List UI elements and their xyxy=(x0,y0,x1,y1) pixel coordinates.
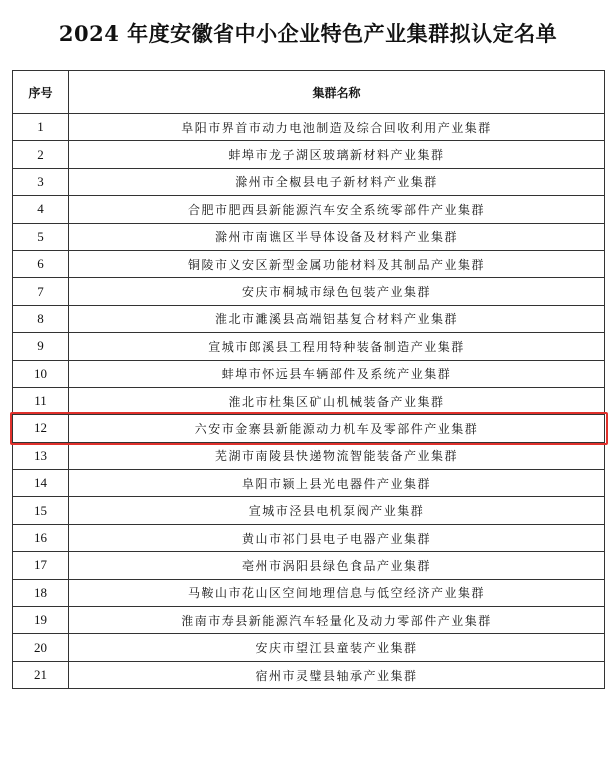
cluster-name: 安庆市桐城市绿色包装产业集群 xyxy=(69,278,605,305)
cluster-name: 宿州市灵璧县轴承产业集群 xyxy=(69,661,605,688)
row-index: 2 xyxy=(13,141,69,168)
cluster-table-container xyxy=(12,70,604,689)
table-body xyxy=(13,114,605,689)
row-index: 19 xyxy=(13,607,69,634)
cluster-name: 安庆市望江县童装产业集群 xyxy=(69,634,605,661)
cluster-table xyxy=(12,70,605,689)
table-row xyxy=(13,168,605,195)
row-index: 11 xyxy=(13,387,69,414)
table-row xyxy=(13,470,605,497)
table-row xyxy=(13,333,605,360)
row-index: 1 xyxy=(13,114,69,141)
table-row xyxy=(13,579,605,606)
table-row xyxy=(13,196,605,223)
table-row xyxy=(13,634,605,661)
table-row xyxy=(13,661,605,688)
row-index: 21 xyxy=(13,661,69,688)
table-row xyxy=(13,250,605,277)
table-row xyxy=(13,442,605,469)
table-row xyxy=(13,141,605,168)
cluster-name: 宣城市郎溪县工程用特种装备制造产业集群 xyxy=(69,333,605,360)
row-index: 4 xyxy=(13,196,69,223)
cluster-name: 宣城市泾县电机泵阀产业集群 xyxy=(69,497,605,524)
table-row xyxy=(13,497,605,524)
row-index: 8 xyxy=(13,305,69,332)
row-index: 6 xyxy=(13,250,69,277)
row-index: 5 xyxy=(13,223,69,250)
table-row xyxy=(13,114,605,141)
row-index: 13 xyxy=(13,442,69,469)
cluster-name: 阜阳市颍上县光电器件产业集群 xyxy=(69,470,605,497)
row-index: 18 xyxy=(13,579,69,606)
table-row xyxy=(13,278,605,305)
table-row xyxy=(13,387,605,414)
column-header-index: 序号 xyxy=(13,71,69,114)
row-index: 3 xyxy=(13,168,69,195)
row-index: 7 xyxy=(13,278,69,305)
row-index: 14 xyxy=(13,470,69,497)
column-header-name: 集群名称 xyxy=(69,71,605,114)
row-index: 17 xyxy=(13,552,69,579)
cluster-name: 合肥市肥西县新能源汽车安全系统零部件产业集群 xyxy=(69,196,605,223)
row-index: 20 xyxy=(13,634,69,661)
table-row xyxy=(13,552,605,579)
cluster-name: 蚌埠市怀远县车辆部件及系统产业集群 xyxy=(69,360,605,387)
row-index: 16 xyxy=(13,524,69,551)
cluster-name: 淮南市寿县新能源汽车轻量化及动力零部件产业集群 xyxy=(69,607,605,634)
cluster-name: 淮北市濉溪县高端铝基复合材料产业集群 xyxy=(69,305,605,332)
table-header-row xyxy=(13,71,605,114)
table-row xyxy=(13,524,605,551)
table-row xyxy=(13,415,605,442)
table-row xyxy=(13,223,605,250)
table-row xyxy=(13,360,605,387)
page-title: 2024 年度安徽省中小企业特色产业集群拟认定名单 xyxy=(58,21,558,46)
cluster-name: 铜陵市义安区新型金属功能材料及其制品产业集群 xyxy=(69,250,605,277)
row-index: 9 xyxy=(13,333,69,360)
cluster-name: 淮北市杜集区矿山机械装备产业集群 xyxy=(69,387,605,414)
cluster-name: 亳州市涡阳县绿色食品产业集群 xyxy=(69,552,605,579)
cluster-name: 芜湖市南陵县快递物流智能装备产业集群 xyxy=(69,442,605,469)
cluster-name: 黄山市祁门县电子电器产业集群 xyxy=(69,524,605,551)
row-index: 15 xyxy=(13,497,69,524)
cluster-name: 蚌埠市龙子湖区玻璃新材料产业集群 xyxy=(69,141,605,168)
table-row xyxy=(13,607,605,634)
row-index: 10 xyxy=(13,360,69,387)
row-index: 12 xyxy=(13,415,69,442)
table-row xyxy=(13,305,605,332)
cluster-name: 六安市金寨县新能源动力机车及零部件产业集群 xyxy=(69,415,605,442)
cluster-name: 滁州市南谯区半导体设备及材料产业集群 xyxy=(69,223,605,250)
cluster-name: 阜阳市界首市动力电池制造及综合回收利用产业集群 xyxy=(69,114,605,141)
cluster-name: 马鞍山市花山区空间地理信息与低空经济产业集群 xyxy=(69,579,605,606)
cluster-name: 滁州市全椒县电子新材料产业集群 xyxy=(69,168,605,195)
